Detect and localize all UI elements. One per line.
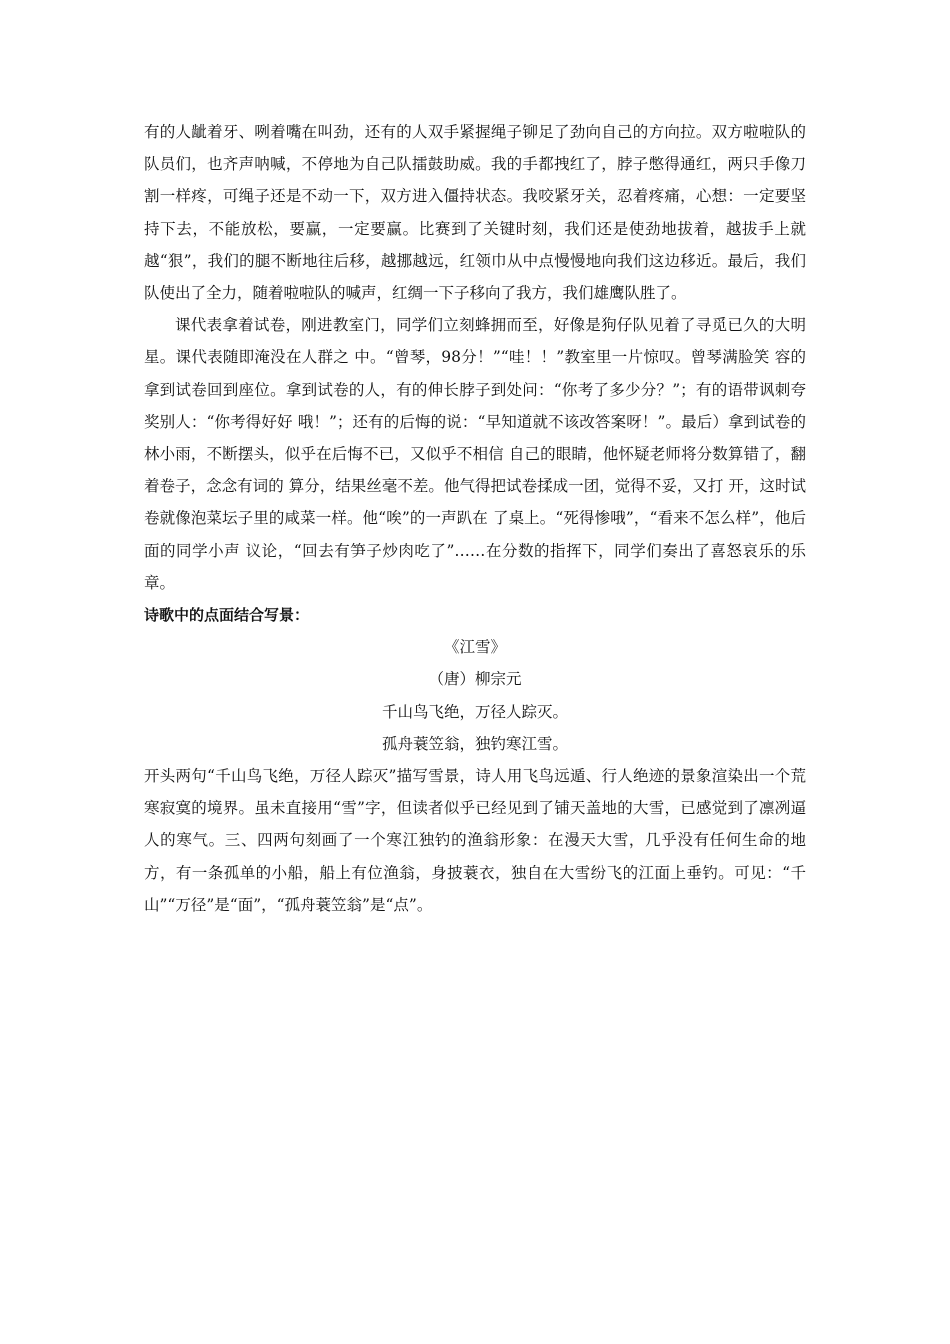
section-heading: 诗歌中的点面结合写景： (144, 606, 310, 625)
tug-of-war-paragraph: 有的人龇着牙、咧着嘴在叫劲，还有的人双手紧握绳子铆足了劲向自己的方向拉。双方啦啦队的队员们，也齐声呐喊，不停地为自己队擂鼓助威。我的手都拽红了，脖子憋得通红，两只手像刀割一样疼，可绳子还是不动一下，双方进入僵持状态。我咬紧牙关，忍着疼痛，心想：一定要坚持下去，不能放松，要赢，一定要赢。比赛到了关键时刻，我们还是使劲地拔着，越拔手上就越“狠”，我们的腿不断地往后移，越挪越远，红领巾从中点慢慢地向我们这边移近。最后，我们队使出了全力，随着啦啦队的喊声，红绸一下子移向了我方，我们雄鹰队胜了。 (144, 123, 806, 303)
poem-title: 《江雪》 (443, 638, 506, 657)
poem-author: （唐）柳宗元 (428, 670, 522, 689)
poem-line-1: 千山鸟飞绝，万径人踪灭。 (381, 702, 568, 721)
poem-analysis-paragraph: 开头两句“千山鸟飞绝，万径人踪灭”描写雪景，诗人用飞鸟远遁、行人绝迹的景象渲染出一个荒寒寂寞的境界。虽未直接用“雪”字，但读者似乎已经见到了铺天盖地的大雪，已感觉到了凛冽逼人的寒气。三、四两句刻画了一个寒江独钓的渔翁形象：在漫天大雪，几乎没有任何生命的地方，有一条孤单的小船，船上有位渔翁，身披蓑衣，独自在大雪纷飞的江面上垂钓。可见：“千山”“万径”是“面”，“孤舟蓑笠翁”是“点”。 (144, 767, 806, 914)
exam-paragraph: 课代表拿着试卷，刚进教室门，同学们立刻蜂拥而至，好像是狗仔队见着了寻觅已久的大明星。课代表随即淹没在人群之 中。“曾琴，98分！”“哇！！”教室里一片惊叹。曾琴满脸笑 容的拿到试卷回到座位。拿到试卷的人，有的伸长脖子到处问：“你考了多少分？”；有的语带讽刺夸奖别人：“你考得好好 哦！”；还有的后悔的说：“早知道就不该改答案呀！”。最后）拿到试卷的林小雨，不断摆头，似乎在后悔不已，又似乎不相信 自己的眼睛，他怀疑老师将分数算错了，翻着卷子，念念有词的 算分，结果丝毫不差。他气得把试卷揉成一团，觉得不妥，又打 开，这时试卷就像泡菜坛子里的咸菜一样。他“唉”的一声趴在 了桌上。“死得惨哦”，“看来不怎么样”，他后面的同学小声 议论，“回去有笋子炒肉吃了”……在分数的指挥下，同学们奏出了喜怒哀乐的乐章。 (144, 316, 806, 592)
poem-line-2: 孤舟蓑笠翁，独钓寒江雪。 (381, 734, 568, 753)
poem (144, 631, 806, 760)
document-page (144, 116, 806, 921)
